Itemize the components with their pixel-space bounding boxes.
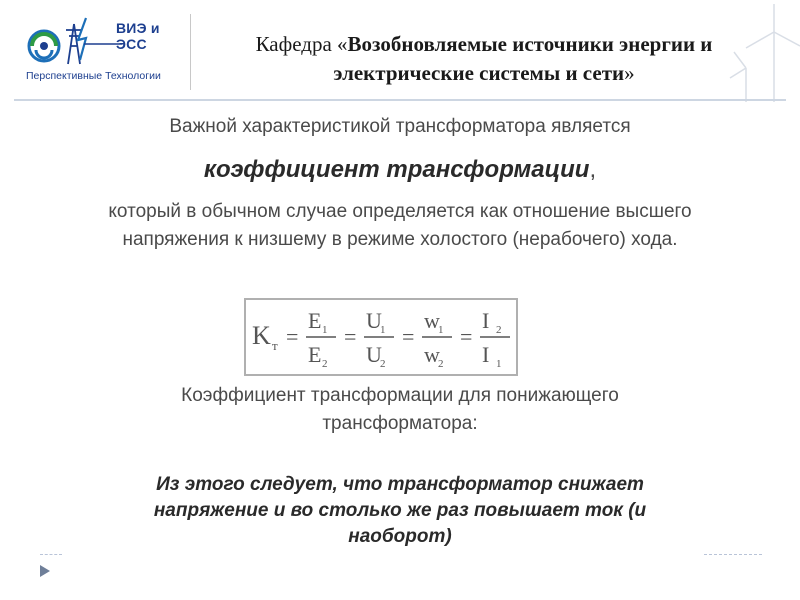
formula-denominator-sub: 1: [496, 358, 502, 370]
title-prefix: Кафедра «: [255, 32, 348, 56]
formula-numerator-sub: 1: [438, 324, 444, 336]
triangle-right-icon[interactable]: [38, 564, 52, 578]
title-suffix: »: [624, 61, 635, 85]
vie-ess-logo-icon: [22, 14, 122, 70]
header-rule: [14, 99, 786, 101]
formula-numerator-sub: 1: [322, 324, 328, 336]
formula-numerator: U: [366, 308, 382, 333]
formula-numerator: E: [308, 308, 322, 333]
header-divider: [190, 14, 191, 90]
formula-denominator: E: [308, 342, 322, 367]
footer-line-left: [40, 554, 62, 555]
formula-numerator: I: [482, 308, 490, 333]
page-title: [204, 30, 764, 88]
formula-denominator: U: [366, 342, 382, 367]
transformation-ratio-formula: [246, 300, 516, 374]
formula-lhs-sub: т: [272, 338, 278, 353]
formula-numerator-sub: 1: [380, 324, 386, 336]
formula-lhs: K: [252, 321, 271, 350]
formula-denominator-sub: 2: [322, 358, 328, 370]
department-logo: [22, 14, 182, 86]
formula-box: [244, 298, 518, 376]
title-bold: Возобновляемые источники энергии и электрические системы и сети: [333, 32, 713, 85]
formula-numerator: w: [424, 308, 440, 333]
formula-denominator: I: [482, 342, 490, 367]
formula-equals: =: [286, 324, 299, 349]
intro-text: Важной характеристикой трансформатора является: [169, 116, 631, 137]
term-text: коэффициент трансформации: [203, 156, 590, 183]
footer-line-right: [704, 554, 762, 555]
wind-turbine-icon: [716, 2, 800, 102]
term-heading: [64, 156, 736, 184]
logo-title: ВИЭ и ЭСС: [116, 20, 160, 52]
formula-denominator-sub: 2: [438, 358, 444, 370]
term-suffix: ,: [589, 156, 597, 183]
description-text: который в обычном случае определяется как отношение высшего напряжения к низшему в режиме холостого (нерабочего) хода.: [108, 201, 692, 250]
header: [0, 0, 800, 102]
conclusion-text: Из этого следует, что трансформатор снижает напряжение и во столько же раз повышает ток (и наоборот): [153, 474, 647, 547]
formula-equals: =: [402, 324, 415, 349]
formula-numerator-sub: 2: [496, 324, 502, 336]
formula-equals: =: [344, 324, 357, 349]
step-down-text: Коэффициент трансформации для понижающего трансформатора:: [181, 385, 619, 434]
logo-subtitle: Перспективные Технологии: [26, 70, 161, 82]
formula-denominator: w: [424, 342, 440, 367]
formula-equals: =: [460, 324, 473, 349]
formula-denominator-sub: 2: [380, 358, 386, 370]
